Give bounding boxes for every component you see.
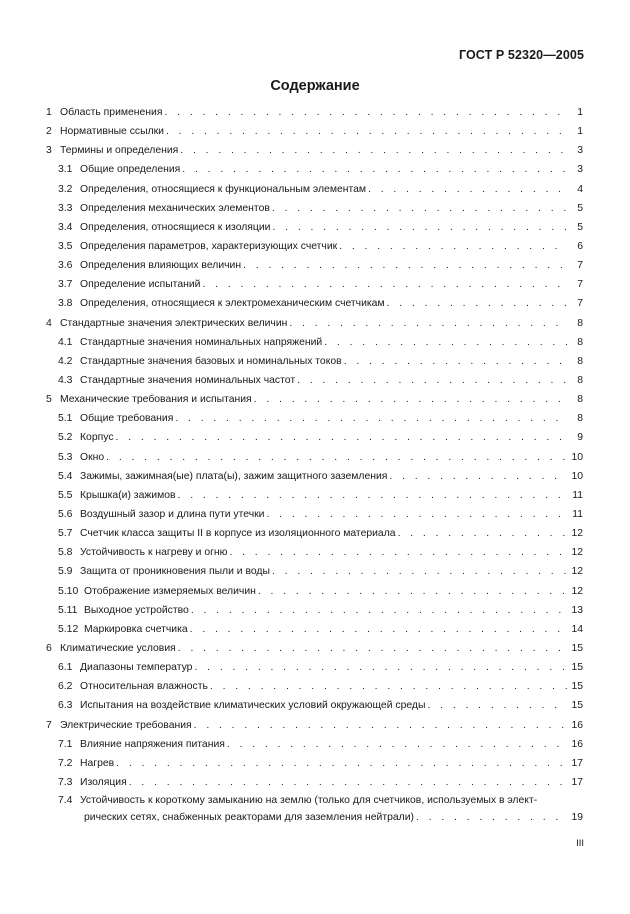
toc-entry[interactable]: [46, 524, 583, 543]
toc-entry-title: Устойчивость к короткому замыканию на землю (только для счетчиков, используемых в элект-: [80, 795, 538, 807]
toc-entry-title: Устойчивость к нагреву и огню: [80, 547, 228, 559]
toc-entry-title: Термины и определения: [60, 145, 179, 157]
toc-entry[interactable]: [46, 390, 583, 409]
toc-entry-page: 17: [571, 757, 583, 769]
toc-entry-title: Стандартные значения электрических величин: [60, 317, 288, 329]
toc-entry-page: 7: [577, 279, 583, 291]
toc-entry-title: Крышка(и) зажимов: [80, 489, 176, 501]
toc-entry-number: 3: [46, 145, 52, 157]
dot-leader: [190, 620, 567, 639]
toc-entry[interactable]: [46, 122, 583, 141]
toc-entry-number: 3.8: [58, 298, 73, 310]
toc-entry-number: 3.5: [58, 240, 73, 252]
toc-entry[interactable]: [46, 601, 583, 620]
dot-leader: [229, 543, 567, 562]
toc-entry-page: 14: [571, 623, 583, 635]
dot-leader: [254, 390, 567, 409]
dot-leader: [297, 371, 567, 390]
toc-entry-number: 4.2: [58, 355, 73, 367]
toc-entry[interactable]: [46, 333, 583, 352]
toc-entry-number: 6.2: [58, 681, 73, 693]
toc-entry[interactable]: [46, 256, 583, 275]
toc-entry-page: 15: [571, 700, 583, 712]
toc-entry[interactable]: [46, 237, 583, 256]
toc-entry-page: 1: [577, 107, 583, 118]
toc-entry-page: 15: [571, 662, 583, 674]
toc-entry-page: 11: [572, 508, 583, 520]
dot-leader: [178, 486, 567, 505]
toc-entry-page: 8: [577, 413, 583, 425]
dot-leader: [182, 160, 567, 179]
toc-entry-page: 7: [577, 298, 583, 310]
toc-entry-number: 3.3: [58, 202, 73, 214]
dot-leader: [368, 180, 567, 199]
toc-entry[interactable]: [46, 409, 583, 428]
toc-entry-page: 10: [571, 470, 583, 482]
dot-leader: [273, 218, 568, 237]
toc-entry[interactable]: [46, 103, 583, 122]
toc-entry-title: Определения, относящиеся к изоляции: [80, 221, 271, 233]
toc-entry-number: 6: [46, 642, 52, 654]
toc-entry-title: Изоляция: [80, 776, 127, 788]
toc-entry[interactable]: [46, 141, 583, 160]
toc-entry[interactable]: [46, 620, 583, 639]
toc-entry-title: Относительная влажность: [80, 681, 208, 693]
dot-leader: [266, 505, 567, 524]
toc-entry-page: 16: [571, 719, 583, 731]
dot-leader: [194, 716, 567, 735]
toc-entry-page: 16: [571, 738, 583, 750]
dot-leader: [324, 333, 567, 352]
dot-leader: [129, 773, 567, 792]
toc-entry-title-continuation: рических сетях, снабженных реакторами для заземления нейтрали): [84, 812, 414, 824]
toc-entry[interactable]: [46, 716, 583, 735]
toc-entry-number: 5.6: [58, 508, 73, 520]
toc-entry-number: 4: [46, 317, 52, 329]
toc-entry-page: 8: [577, 317, 583, 329]
dot-leader: [272, 562, 567, 581]
page-title: Содержание: [270, 78, 360, 94]
toc-entry-title: Общие определения: [80, 164, 181, 176]
toc-entry-page: 19: [571, 812, 583, 824]
toc-entry-number: 7.3: [58, 776, 73, 788]
toc-entry[interactable]: [46, 199, 583, 218]
toc-entry-number: 5.12: [58, 623, 79, 635]
toc-entry-page: 6: [577, 240, 583, 252]
toc-entry[interactable]: [46, 773, 583, 792]
toc-entry-page: 8: [577, 394, 583, 406]
toc-entry-title: Общие требования: [80, 413, 174, 425]
toc-entry-page: 3: [577, 164, 583, 176]
toc-entry-page: 1: [577, 126, 583, 138]
toc-entry-number: 5.7: [58, 528, 73, 540]
toc-entry-title: Определения, относящиеся к функциональным элементам: [80, 183, 367, 195]
toc-entry-page: 7: [577, 260, 583, 272]
toc-entry[interactable]: [46, 505, 583, 524]
toc-entry-number: 3.1: [58, 164, 73, 176]
toc-entry-continuation[interactable]: [46, 809, 583, 826]
toc-entry[interactable]: [46, 352, 583, 371]
toc-entry[interactable]: [46, 562, 583, 581]
toc-entry[interactable]: [46, 639, 583, 658]
toc-entry-number: 1: [46, 107, 52, 118]
toc-entry-number: 3.6: [58, 260, 73, 272]
dot-leader: [164, 103, 567, 122]
toc-entry-page: 4: [577, 183, 583, 195]
toc-entry-number: 5.9: [58, 566, 73, 578]
toc-entry-number: 6.3: [58, 700, 73, 712]
toc-entry-title: Окно: [80, 451, 105, 463]
dot-leader: [116, 428, 567, 447]
dot-leader: [194, 658, 567, 677]
toc-entry-page: 5: [577, 221, 583, 233]
toc-entry[interactable]: [46, 582, 583, 601]
toc-entry[interactable]: [46, 696, 583, 715]
toc-entry-title: Отображение измеряемых величин: [84, 585, 256, 597]
dot-leader: [258, 582, 567, 601]
toc-entry[interactable]: [46, 467, 583, 486]
toc-entry-title: Электрические требования: [60, 719, 192, 731]
toc-entry-title: Корпус: [80, 432, 114, 444]
dot-leader: [210, 677, 567, 696]
dot-leader: [387, 294, 567, 313]
dot-leader: [191, 601, 567, 620]
toc-entry-title: Нормативные ссылки: [60, 126, 164, 138]
toc-entry-page: 5: [577, 202, 583, 214]
dot-leader: [339, 237, 567, 256]
dot-leader: [289, 314, 567, 333]
toc-entry-title: Определения влияющих величин: [80, 260, 242, 272]
toc-entry[interactable]: [46, 448, 583, 467]
toc-entry[interactable]: [46, 735, 583, 754]
toc-entry-page: 10: [571, 451, 583, 463]
toc-entry-title: Диапазоны температур: [80, 662, 193, 674]
toc-entry[interactable]: [46, 486, 583, 505]
toc-entry-title: Область применения: [60, 107, 163, 118]
toc-entry-number: 5.3: [58, 451, 73, 463]
dot-leader: [175, 409, 567, 428]
toc-entry-page: 3: [577, 145, 583, 157]
toc-entry-number: 5.8: [58, 547, 73, 559]
toc-entry-page: 15: [571, 642, 583, 654]
dot-leader: [180, 141, 567, 160]
table-of-contents: [46, 103, 583, 826]
toc-entry-number: 4.3: [58, 374, 73, 386]
dot-leader: [166, 122, 567, 141]
toc-entry[interactable]: [46, 160, 583, 179]
toc-entry[interactable]: [46, 218, 583, 237]
toc-entry-title: Определения механических элементов: [80, 202, 270, 214]
toc-entry[interactable]: [46, 371, 583, 390]
toc-entry-page: 11: [572, 489, 583, 501]
toc-entry-title: Определения параметров, характеризующих счетчик: [80, 240, 338, 252]
toc-entry[interactable]: [46, 428, 583, 447]
toc-entry-page: 12: [571, 566, 583, 578]
dot-leader: [106, 448, 567, 467]
toc-entry-title: Испытания на воздействие климатических условий окружающей среды: [80, 700, 426, 712]
toc-entry-number: 5.2: [58, 432, 73, 444]
dot-leader: [427, 696, 567, 715]
toc-entry-title: Маркировка счетчика: [84, 623, 188, 635]
toc-entry[interactable]: [46, 275, 583, 294]
toc-entry-page: 8: [577, 355, 583, 367]
toc-entry[interactable]: [46, 792, 583, 809]
toc-entry-page: 12: [571, 528, 583, 540]
toc-entry-title: Механические требования и испытания: [60, 394, 252, 406]
dot-leader: [227, 735, 567, 754]
toc-entry-page: 12: [571, 585, 583, 597]
toc-entry[interactable]: [46, 658, 583, 677]
toc-entry-number: 5.11: [58, 604, 78, 616]
toc-entry-number: 5: [46, 394, 52, 406]
toc-entry[interactable]: [46, 677, 583, 696]
toc-entry-title: Стандартные значения базовых и номинальных токов: [80, 355, 342, 367]
toc-entry-page: 9: [577, 432, 583, 444]
toc-entry-title: Влияние напряжения питания: [80, 738, 225, 750]
toc-entry-number: 3.4: [58, 221, 73, 233]
toc-entry-number: 5.4: [58, 470, 73, 482]
page-number: III: [576, 838, 584, 849]
toc-entry[interactable]: [46, 294, 583, 313]
dot-leader: [243, 256, 567, 275]
toc-entry-page: 12: [571, 547, 583, 559]
dot-leader: [272, 199, 567, 218]
toc-entry-title: Определения, относящиеся к электромеханическим счетчикам: [80, 298, 385, 310]
dot-leader: [398, 524, 567, 543]
dot-leader: [116, 754, 567, 773]
toc-entry-title: Климатические условия: [60, 642, 176, 654]
toc-entry-number: 6.1: [58, 662, 73, 674]
toc-entry-page: 13: [571, 604, 583, 616]
toc-entry-number: 5.10: [58, 585, 79, 597]
toc-entry-title: Воздушный зазор и длина пути утечки: [80, 508, 265, 520]
toc-entry-title: Нагрев: [80, 757, 115, 769]
dot-leader: [178, 639, 567, 658]
toc-entry[interactable]: [46, 543, 583, 562]
toc-entry-number: 3.2: [58, 183, 73, 195]
toc-entry-title: Зажимы, зажимная(ые) плата(ы), зажим защитного заземления: [80, 470, 388, 482]
dot-leader: [202, 275, 567, 294]
toc-entry-number: 5.5: [58, 489, 73, 501]
toc-entry-title: Выходное устройство: [84, 604, 189, 616]
toc-entry-number: 4.1: [58, 336, 73, 348]
toc-entry-number: 7.2: [58, 757, 73, 769]
toc-entry-number: 5.1: [58, 413, 73, 425]
toc-entry-title: Определение испытаний: [80, 279, 201, 291]
toc-entry-title: Стандартные значения номинальных частот: [80, 374, 296, 386]
toc-entry[interactable]: [46, 180, 583, 199]
toc-entry-number: 3.7: [58, 279, 73, 291]
toc-entry-title: Счетчик класса защиты II в корпусе из изоляционного материала: [80, 528, 396, 540]
toc-entry[interactable]: [46, 754, 583, 773]
toc-entry-page: 17: [571, 776, 583, 788]
document-code: ГОСТ Р 52320—2005: [458, 48, 584, 62]
toc-entry-page: 8: [577, 336, 583, 348]
toc-entry-number: 2: [46, 126, 52, 138]
toc-entry-title: Защита от проникновения пыли и воды: [80, 566, 270, 578]
dot-leader: [344, 352, 567, 371]
dot-leader: [416, 809, 567, 826]
toc-entry-number: 7.1: [58, 738, 73, 750]
dot-leader: [389, 467, 567, 486]
toc-entry-title: Стандартные значения номинальных напряжений: [80, 336, 323, 348]
toc-entry[interactable]: [46, 314, 583, 333]
toc-entry-page: 15: [571, 681, 583, 693]
toc-entry-number: 7: [46, 719, 52, 731]
toc-entry-page: 8: [577, 374, 583, 386]
toc-entry-number: 7.4: [58, 795, 73, 807]
